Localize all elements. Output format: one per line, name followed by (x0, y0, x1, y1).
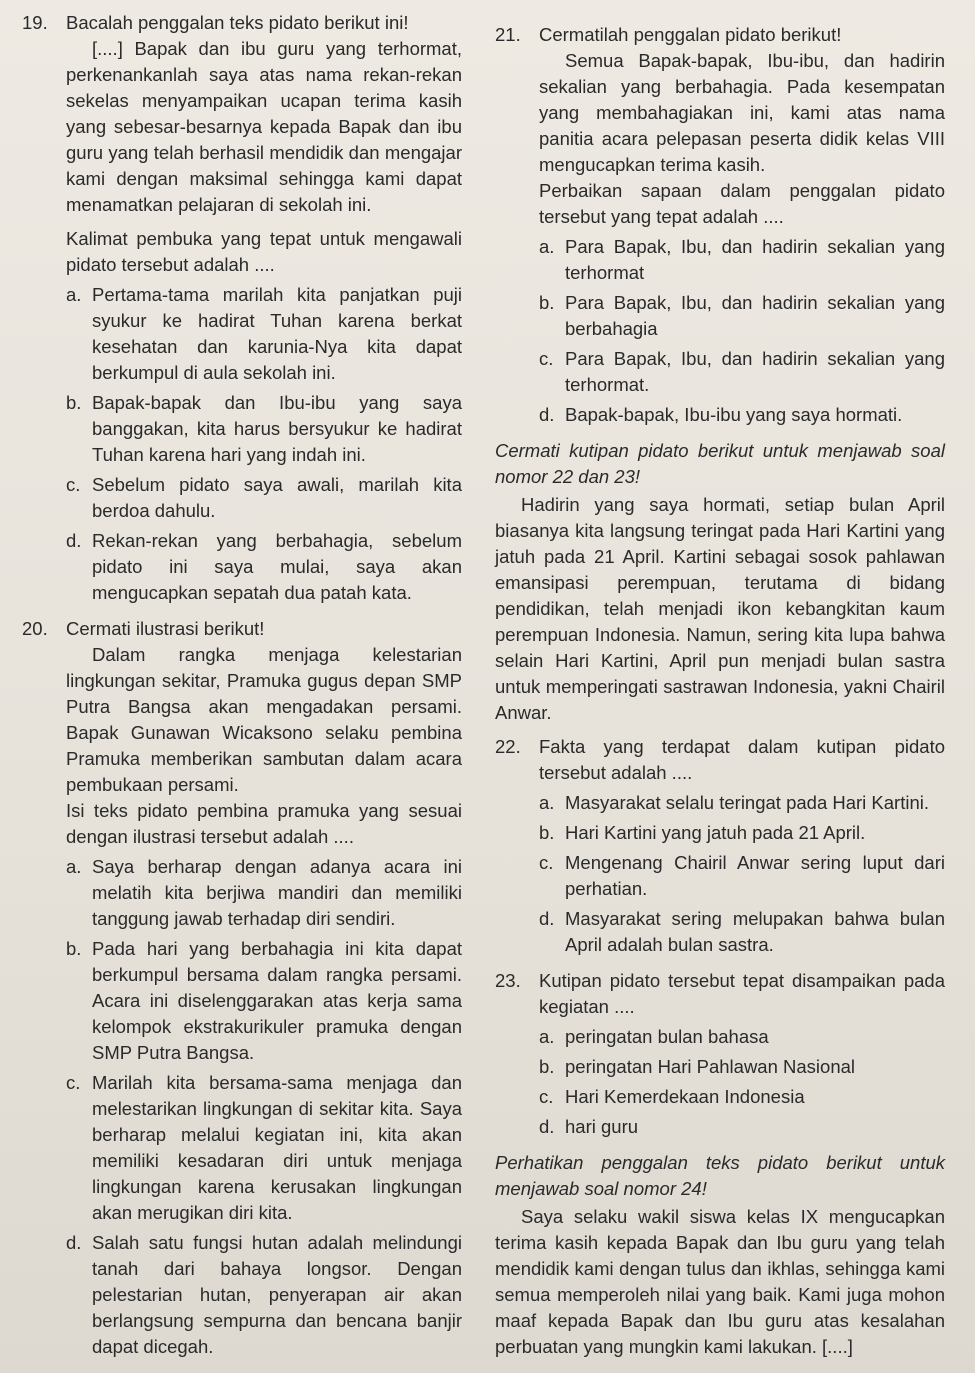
option-b[interactable]: b. Pada hari yang berbahagia ini kita dapat berkumpul bersama dalam rangka persami. Acara ini diselenggarakan atas kerja sama kelompok ekstrakurikuler pramuka dengan SMP Putra Bangsa. (66, 938, 462, 1063)
speech-excerpt: Hadirin yang saya hormati, setiap bulan April biasanya kita langsung teringat pada Hari Kartini yang jatuh pada 21 April. Kartini sebagai sosok pahlawan emansipasi perempuan, terutama di bidang pendidikan, telah menjadi ikon kebangkitan kaum perempuan Indonesia. Namun, sering kita lupa bahwa selain Hari Kartini, April pun menjadi bulan sastra untuk memperingati sastrawan Indonesia, yakni Chairil Anwar. (495, 494, 945, 723)
illustration-passage: Dalam rangka menjaga kelestarian lingkungan sekitar, Pramuka gugus depan SMP Putra Bangsa akan mengadakan persami. Bapak Gunawan Wicaksono selaku pembina Pramuka memberikan sambutan dalam acara pembukaan persami. (66, 644, 462, 795)
answer-options (539, 790, 945, 958)
option-a[interactable]: a. peringatan bulan bahasa (539, 1026, 769, 1047)
option-d[interactable]: d. Salah satu fungsi hutan adalah melindungi tanah dari bahaya longsor. Dengan pelestarian hutan, penyerapan air akan berlangsung sempurna dan bencana banjir dapat dicegah. (66, 1232, 462, 1357)
answer-options (66, 282, 462, 606)
question-20 (22, 616, 462, 1364)
question-text: Isi teks pidato pembina pramuka yang sesuai dengan ilustrasi tersebut adalah .... (66, 800, 462, 847)
option-c[interactable]: c. Hari Kemerdekaan Indonesia (539, 1086, 805, 1107)
question-number: 19. (22, 12, 48, 33)
question-number: 21. (495, 24, 521, 45)
question-23 (495, 968, 945, 1144)
instruction-22-23: Cermati kutipan pidato berikut untuk menjawab soal nomor 22 dan 23! (495, 440, 945, 487)
option-c[interactable]: c. Marilah kita bersama-sama menjaga dan melestarikan lingkungan di sekitar kita. Saya berharap melalui kegiatan ini, kita akan memiliki kesadaran diri untuk menjaga lingkungan karena kerusakan lingkungan akan merugikan diri kita. (66, 1072, 462, 1223)
left-column (22, 10, 462, 1370)
option-a[interactable]: a. Pertama-tama marilah kita panjatkan puji syukur ke hadirat Tuhan karena berkat kesehatan dan karunia-Nya kita dapat berkumpul di aula sekolah ini. (66, 284, 462, 383)
question-text: Kutipan pidato tersebut tepat disampaikan pada kegiatan .... (539, 970, 945, 1017)
option-d[interactable]: d. Masyarakat sering melupakan bahwa bulan April adalah bulan sastra. (539, 908, 945, 955)
question-19 (22, 10, 462, 610)
question-text: Perbaikan sapaan dalam penggalan pidato tersebut yang tepat adalah .... (539, 180, 945, 227)
option-c[interactable]: c. Sebelum pidato saya awali, marilah kita berdoa dahulu. (66, 474, 462, 521)
option-b[interactable]: b. Hari Kartini yang jatuh pada 21 April. (539, 822, 866, 843)
option-b[interactable]: b. Bapak-bapak dan Ibu-ibu yang saya banggakan, kita harus bersyukur ke hadirat Tuhan karena hari yang indah ini. (66, 392, 462, 465)
option-a[interactable]: a. Masyarakat selalu teringat pada Hari Kartini. (539, 792, 930, 813)
option-b[interactable]: b. Para Bapak, Ibu, dan hadirin sekalian yang berbahagia (539, 292, 945, 339)
right-column (495, 22, 945, 1360)
question-number: 23. (495, 970, 521, 991)
speech-passage: [....] Bapak dan ibu guru yang terhormat, perkenankanlah saya atas nama rekan-rekan sekelas menyampaikan ucapan terima kasih yang sebesar-besarnya kepada Bapak dan ibu guru yang telah berhasil mendidik dan mengajar kami dengan maksimal sehingga kami dapat menamatkan pelajaran di sekolah ini. (66, 38, 462, 215)
question-number: 20. (22, 618, 48, 639)
question-21 (495, 22, 945, 432)
option-c[interactable]: c. Mengenang Chairil Anwar sering luput dari perhatian. (539, 852, 945, 899)
option-c[interactable]: c. Para Bapak, Ibu, dan hadirin sekalian yang terhormat. (539, 348, 945, 395)
question-intro: Cermati ilustrasi berikut! (66, 618, 265, 639)
speech-excerpt-24: Saya selaku wakil siswa kelas IX mengucapkan terima kasih kepada Bapak dan Ibu guru yang telah mendidik kami dengan tulus dan ikhlas, sehingga kami semua memperoleh nilai yang baik. Kami juga mohon maaf kepada Bapak dan Ibu guru atas kesalahan perbuatan yang mungkin kami lakukan. [....] (495, 1206, 945, 1357)
option-b[interactable]: b. peringatan Hari Pahlawan Nasional (539, 1056, 856, 1077)
answer-options (66, 854, 462, 1360)
option-a[interactable]: a. Saya berharap dengan adanya acara ini melatih kita berjiwa mandiri dan memiliki tanggung jawab terhadap diri sendiri. (66, 856, 462, 929)
answer-options (539, 1024, 945, 1140)
speech-passage: Semua Bapak-bapak, Ibu-ibu, dan hadirin sekalian yang berbahagia. Pada kesempatan yang membahagiakan ini, kami atas nama panitia acara pelepasan peserta didik kelas VIII mengucapkan terima kasih. (539, 50, 945, 175)
option-a[interactable]: a. Para Bapak, Ibu, dan hadirin sekalian yang terhormat (539, 236, 945, 283)
question-text: Fakta yang terdapat dalam kutipan pidato tersebut adalah .... (539, 736, 945, 783)
question-intro: Cermatilah penggalan pidato berikut! (539, 24, 842, 45)
question-22 (495, 734, 945, 962)
question-number: 22. (495, 736, 521, 757)
answer-options (539, 234, 945, 428)
question-text: Kalimat pembuka yang tepat untuk mengawali pidato tersebut adalah .... (66, 228, 462, 275)
option-d[interactable]: d. Rekan-rekan yang berbahagia, sebelum pidato ini saya mulai, saya akan mengucapkan sepatah dua patah kata. (66, 530, 462, 603)
option-d[interactable]: d. hari guru (539, 1116, 639, 1137)
instruction-24: Perhatikan penggalan teks pidato berikut untuk menjawab soal nomor 24! (495, 1152, 945, 1199)
question-intro: Bacalah penggalan teks pidato berikut ini! (66, 12, 409, 33)
option-d[interactable]: d. Bapak-bapak, Ibu-ibu yang saya hormati. (539, 404, 903, 425)
